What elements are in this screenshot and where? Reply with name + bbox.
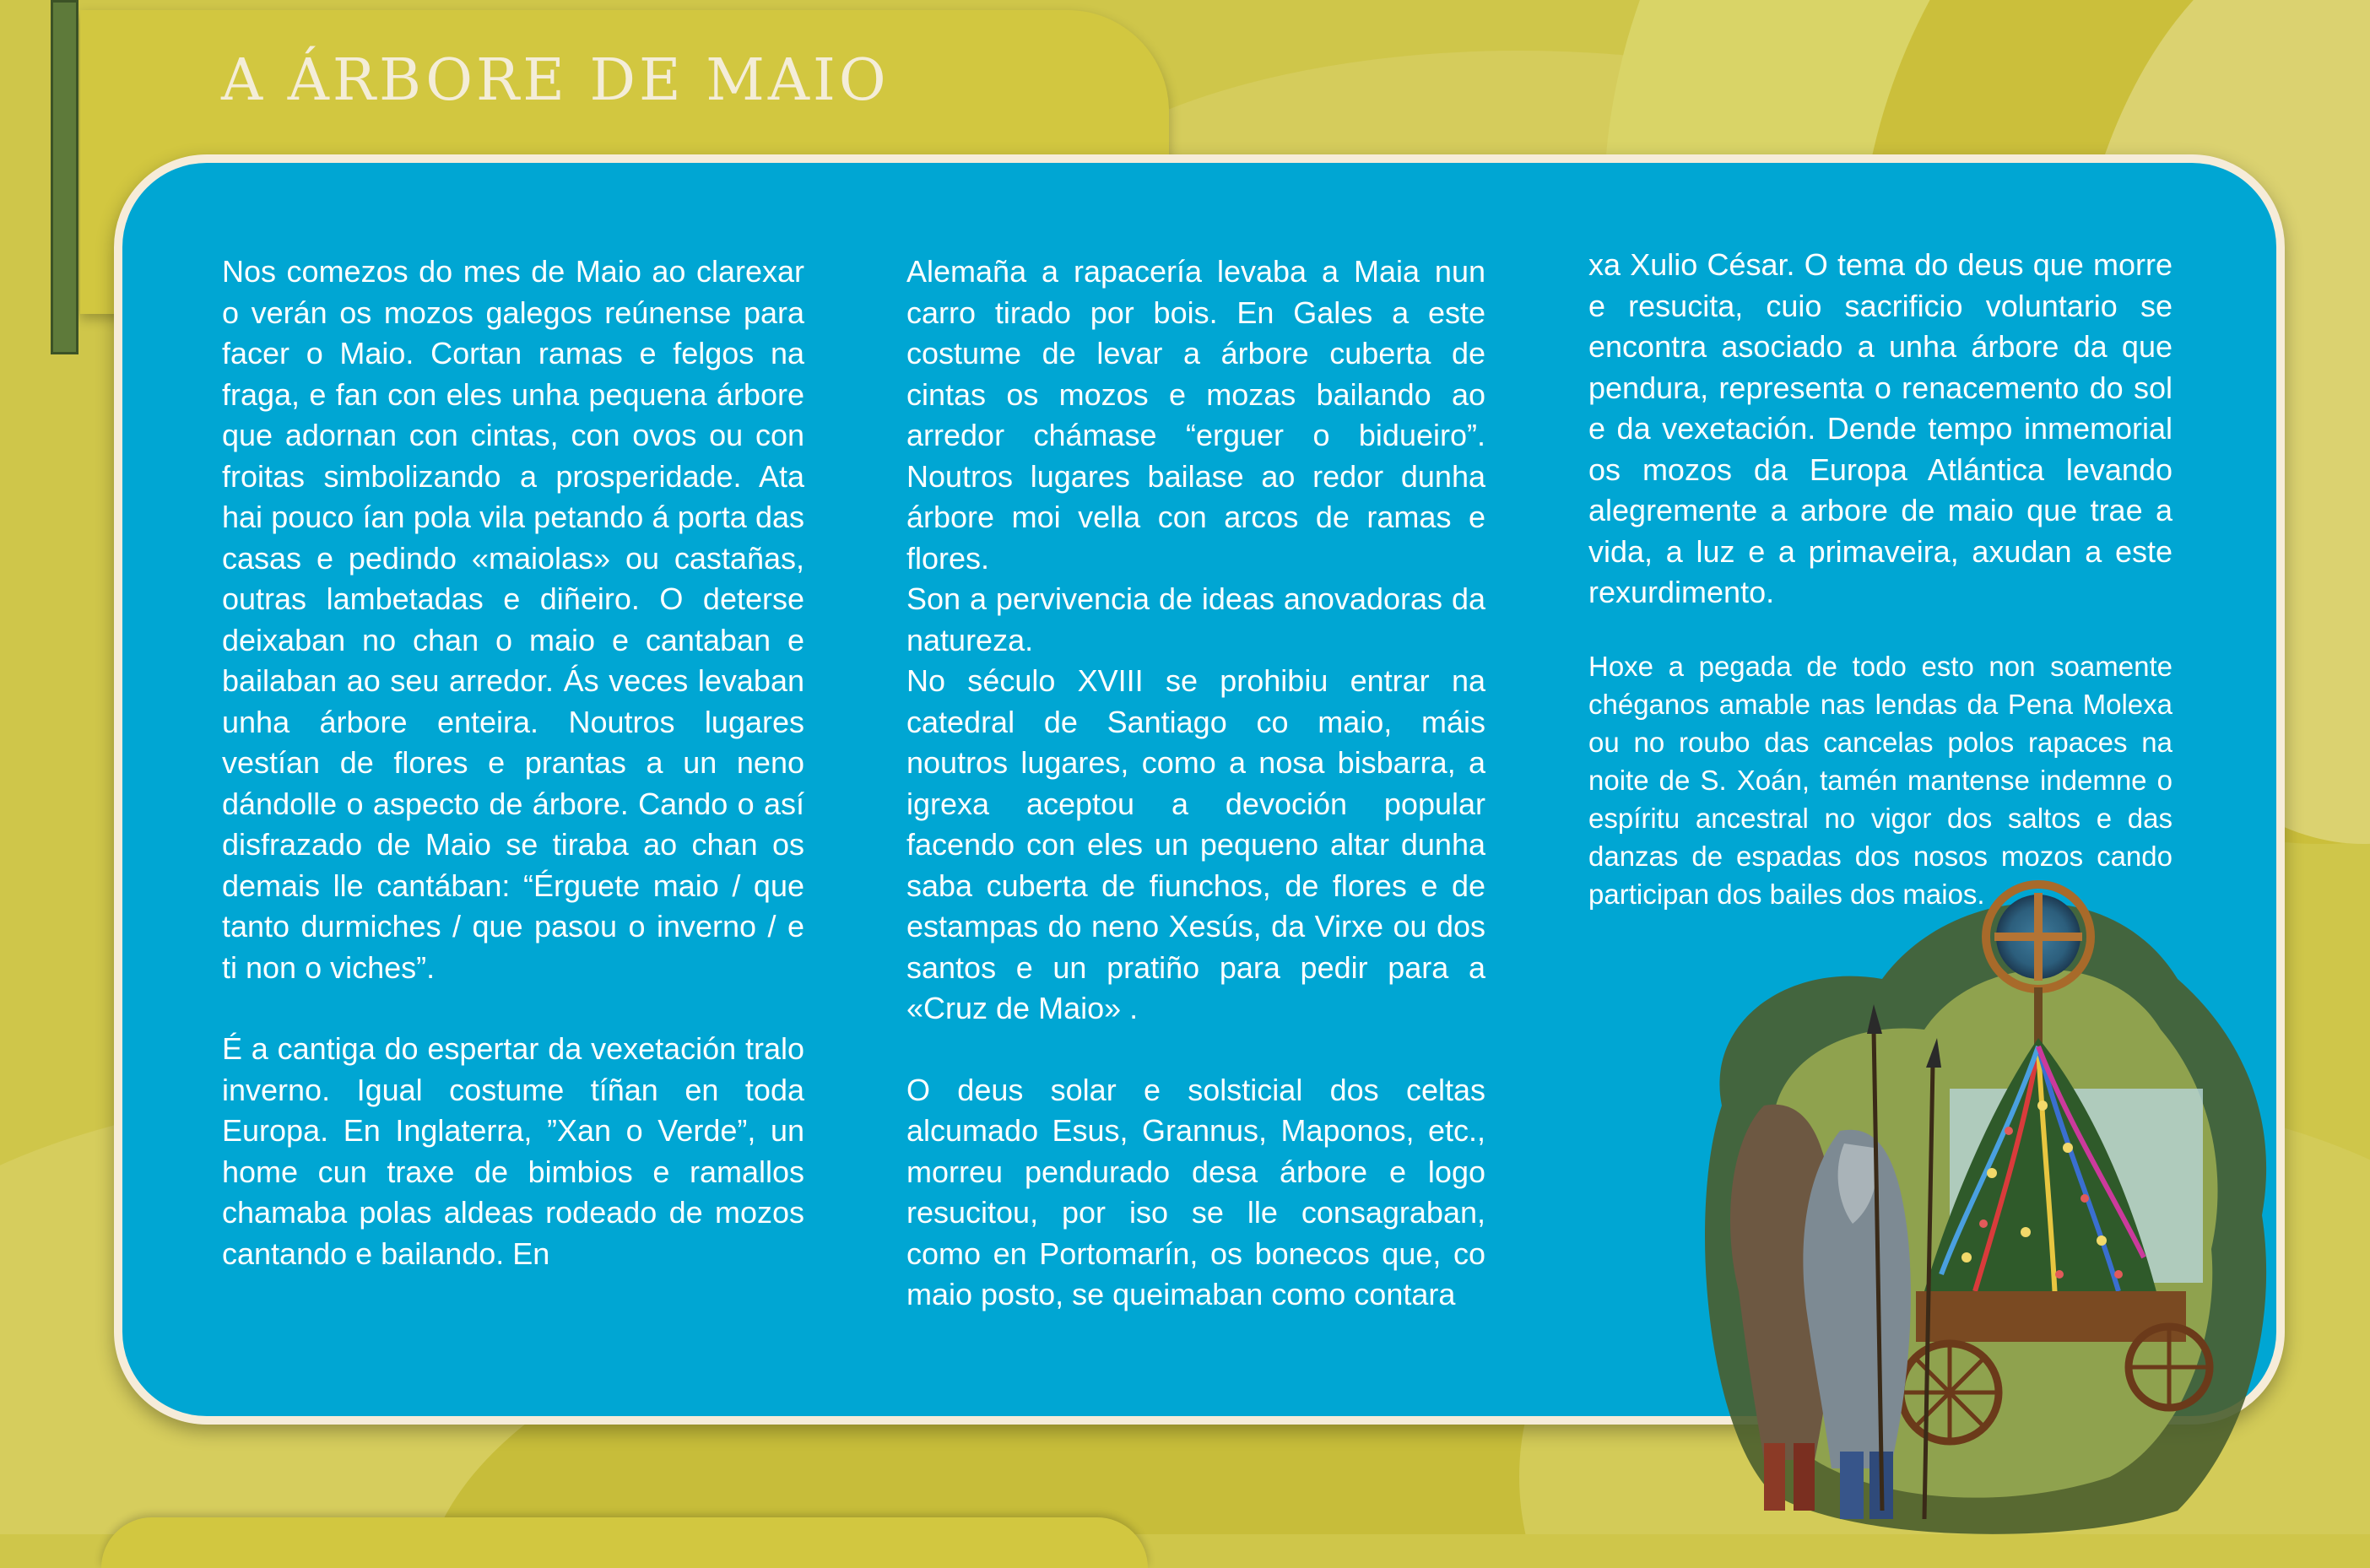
page-title: A ÁRBORE DE MAIO: [221, 47, 890, 114]
paragraph: Son a pervivencia de ideas anovadoras da natureza.: [906, 581, 1485, 657]
paragraph: Hoxe a pegada de todo esto non soamente chéganos amable nas lendas da Pena Molexa ou no roubo das cancelas polos rapaces na noite de S. Xoán, tamén mantense indemne o espíritu ancestral no vigor dos saltos e das danzas de espadas dos nosos mozos cando participan dos bailes dos maios.: [1588, 650, 2172, 910]
text-column-1: [222, 251, 804, 1274]
paragraph: Nos comezos do mes de Maio ao clarexar o verán os mozos galegos reúnense para facer o Maio. Cortan ramas e felgos na fraga, e fan con eles unha pequena árbore que adornan con cintas, con ovos ou con froitas simbolizando a prosperidade. Ata hai pouco ían pola vila petando á porta das casas e pedindo «maiolas» ou castañas, outras lambetadas e diñeiro. O deterse deixaban no chan o maio e cantaban e bailaban ao seu arredor. Ás veces levaban unha árbore enteira. Noutros lugares vestían de flores e prantas a un neno dándolle o aspecto de árbore. Cando o así disfrazado de Maio se tiraba ao chan os demais lle cantában: “Érguete maio / que tanto durmiches / que pasou o inverno / e ti non o viches”.: [222, 254, 804, 985]
paragraph: No século XVIII se prohibiu entrar na catedral de Santiago co maio, máis noutros lugares, como a nosa bisbarra, a igrexa aceptou a devoción popular facendo con eles un pequeno altar dunha saba cuberta de fiunchos, de flores e de estampas do neno Xesús, da Virxe ou dos santos e un pratiño para pedir para a «Cruz de Maio» .: [906, 663, 1485, 1025]
text-column-2: [906, 251, 1485, 1316]
paragraph: O deus solar e solsticial dos celtas alcumado Esus, Grannus, Maponos, etc., morreu pendurado desa árbore e logo resucitou, por iso se lle consagraban, como en Portomarín, os bonecos que, co maio posto, se queimaban como contara: [906, 1072, 1485, 1311]
paragraph: xa Xulio César. O tema do deus que morre e resucita, cuio sacrificio voluntario se encontra asociado a unha árbore da que pendura, representa o renacemento do sol e da vexetación. Dende tempo inmemorial os mozos da Europa Atlántica levando alegremente a arbore de maio que trae a vida, a luz e a primaveira, axudan a este rexurdimento.: [1588, 247, 2172, 609]
text-column-3: [1588, 245, 2172, 913]
accent-bar: [51, 0, 78, 354]
may-tree-painting: [1671, 852, 2279, 1534]
paragraph: É a cantiga do espertar da vexetación tralo inverno. Igual costume tíñan en toda Europa. En Inglaterra, ”Xan o Verde”, un home cun traxe de bimbios e ramallos chamaba polas aldeas rodeado de mozos cantando e bailando. En: [222, 1031, 804, 1271]
paragraph: Alemaña a rapacería levaba a Maia nun carro tirado por bois. En Gales a este costume de levar a árbore cuberta de cintas os mozos e mozas bailando ao arredor chámase “erguer o bidueiro”. Noutros lugares bailase ao redor dunha árbore moi vella con arcos de ramas e flores.: [906, 254, 1485, 576]
next-section-tab: [101, 1517, 1148, 1568]
